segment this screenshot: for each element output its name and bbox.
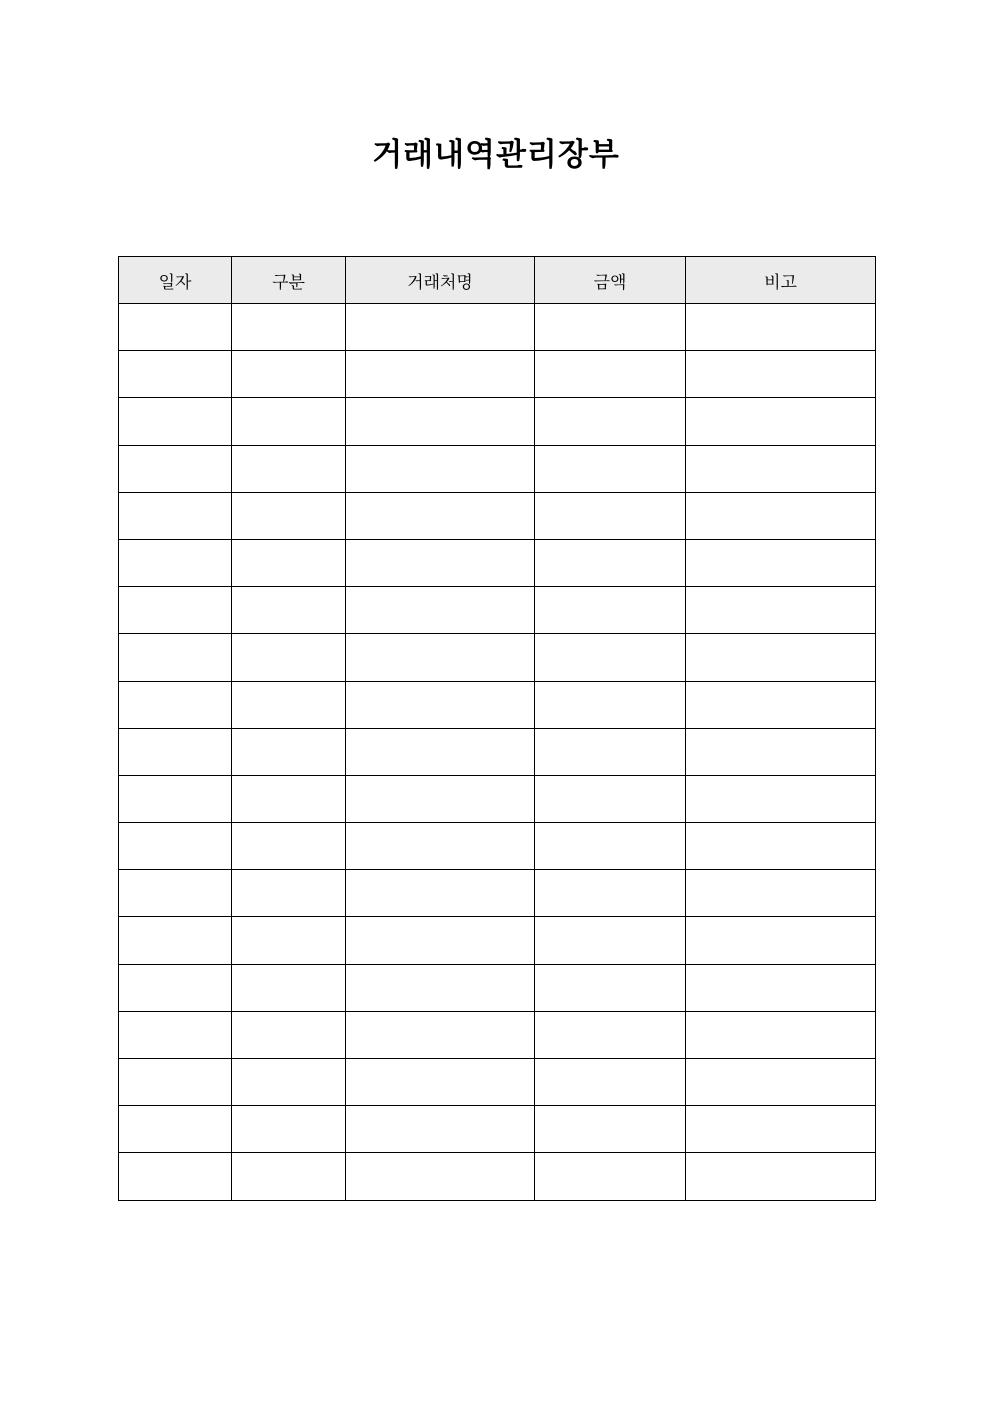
table-row [119,304,876,351]
cell-remarks[interactable] [686,964,876,1011]
table-row [119,539,876,586]
cell-client-name[interactable] [346,870,535,917]
cell-client-name[interactable] [346,823,535,870]
cell-category[interactable] [232,1059,346,1106]
cell-category[interactable] [232,445,346,492]
cell-date[interactable] [119,775,232,822]
cell-remarks[interactable] [686,539,876,586]
table-row [119,1059,876,1106]
cell-amount[interactable] [535,823,686,870]
header-row [119,257,876,304]
cell-client-name[interactable] [346,1106,535,1153]
cell-remarks[interactable] [686,681,876,728]
cell-client-name[interactable] [346,351,535,398]
cell-category[interactable] [232,964,346,1011]
header-client-name: 거래처명 [346,257,535,304]
cell-amount[interactable] [535,1106,686,1153]
cell-category[interactable] [232,1011,346,1058]
cell-amount[interactable] [535,917,686,964]
cell-date[interactable] [119,1059,232,1106]
cell-category[interactable] [232,634,346,681]
cell-date[interactable] [119,1106,232,1153]
cell-client-name[interactable] [346,775,535,822]
cell-category[interactable] [232,728,346,775]
cell-client-name[interactable] [346,1153,535,1200]
cell-category[interactable] [232,917,346,964]
cell-remarks[interactable] [686,728,876,775]
cell-amount[interactable] [535,964,686,1011]
cell-category[interactable] [232,681,346,728]
cell-amount[interactable] [535,304,686,351]
cell-client-name[interactable] [346,587,535,634]
cell-amount[interactable] [535,870,686,917]
cell-client-name[interactable] [346,681,535,728]
cell-remarks[interactable] [686,1059,876,1106]
cell-amount[interactable] [535,1059,686,1106]
table-row [119,587,876,634]
cell-date[interactable] [119,351,232,398]
cell-remarks[interactable] [686,634,876,681]
cell-amount[interactable] [535,587,686,634]
cell-date[interactable] [119,823,232,870]
cell-amount[interactable] [535,634,686,681]
cell-date[interactable] [119,870,232,917]
cell-client-name[interactable] [346,1011,535,1058]
cell-remarks[interactable] [686,870,876,917]
cell-amount[interactable] [535,445,686,492]
cell-remarks[interactable] [686,1011,876,1058]
cell-date[interactable] [119,539,232,586]
page-title: 거래내역관리장부 [372,137,620,173]
table-row [119,775,876,822]
table-row [119,492,876,539]
cell-client-name[interactable] [346,917,535,964]
cell-date[interactable] [119,1153,232,1200]
cell-date[interactable] [119,634,232,681]
table-row [119,634,876,681]
header-category: 구분 [232,257,346,304]
table-row [119,445,876,492]
cell-amount[interactable] [535,1153,686,1200]
cell-amount[interactable] [535,398,686,445]
cell-category[interactable] [232,775,346,822]
cell-amount[interactable] [535,539,686,586]
header-remarks: 비고 [686,257,876,304]
cell-category[interactable] [232,1153,346,1200]
cell-date[interactable] [119,728,232,775]
cell-date[interactable] [119,304,232,351]
cell-client-name[interactable] [346,1059,535,1106]
cell-category[interactable] [232,1106,346,1153]
cell-category[interactable] [232,351,346,398]
cell-remarks[interactable] [686,1153,876,1200]
cell-client-name[interactable] [346,445,535,492]
table-row [119,917,876,964]
cell-client-name[interactable] [346,634,535,681]
cell-category[interactable] [232,823,346,870]
header-date: 일자 [119,257,232,304]
cell-remarks[interactable] [686,304,876,351]
cell-remarks[interactable] [686,587,876,634]
cell-date[interactable] [119,445,232,492]
cell-remarks[interactable] [686,445,876,492]
cell-category[interactable] [232,304,346,351]
ledger-table [118,256,876,1201]
cell-remarks[interactable] [686,775,876,822]
header-amount: 금액 [535,257,686,304]
table-row [119,1153,876,1200]
table-row [119,1011,876,1058]
cell-date[interactable] [119,964,232,1011]
table-row [119,728,876,775]
cell-client-name[interactable] [346,304,535,351]
table-row [119,398,876,445]
cell-amount[interactable] [535,681,686,728]
cell-remarks[interactable] [686,398,876,445]
cell-client-name[interactable] [346,398,535,445]
cell-category[interactable] [232,398,346,445]
table-row [119,351,876,398]
cell-client-name[interactable] [346,492,535,539]
cell-client-name[interactable] [346,539,535,586]
cell-date[interactable] [119,587,232,634]
cell-date[interactable] [119,681,232,728]
cell-date[interactable] [119,398,232,445]
table-row [119,823,876,870]
cell-amount[interactable] [535,775,686,822]
cell-remarks[interactable] [686,917,876,964]
ledger-body [119,304,876,1201]
cell-category[interactable] [232,492,346,539]
cell-amount[interactable] [535,492,686,539]
table-row [119,681,876,728]
cell-category[interactable] [232,539,346,586]
cell-date[interactable] [119,492,232,539]
table-row [119,1106,876,1153]
table-row [119,964,876,1011]
cell-amount[interactable] [535,728,686,775]
cell-date[interactable] [119,917,232,964]
cell-amount[interactable] [535,1011,686,1058]
cell-client-name[interactable] [346,964,535,1011]
cell-remarks[interactable] [686,492,876,539]
cell-client-name[interactable] [346,728,535,775]
cell-date[interactable] [119,1011,232,1058]
cell-amount[interactable] [535,351,686,398]
cell-remarks[interactable] [686,351,876,398]
cell-category[interactable] [232,870,346,917]
cell-remarks[interactable] [686,1106,876,1153]
table-row [119,870,876,917]
cell-remarks[interactable] [686,823,876,870]
cell-category[interactable] [232,587,346,634]
